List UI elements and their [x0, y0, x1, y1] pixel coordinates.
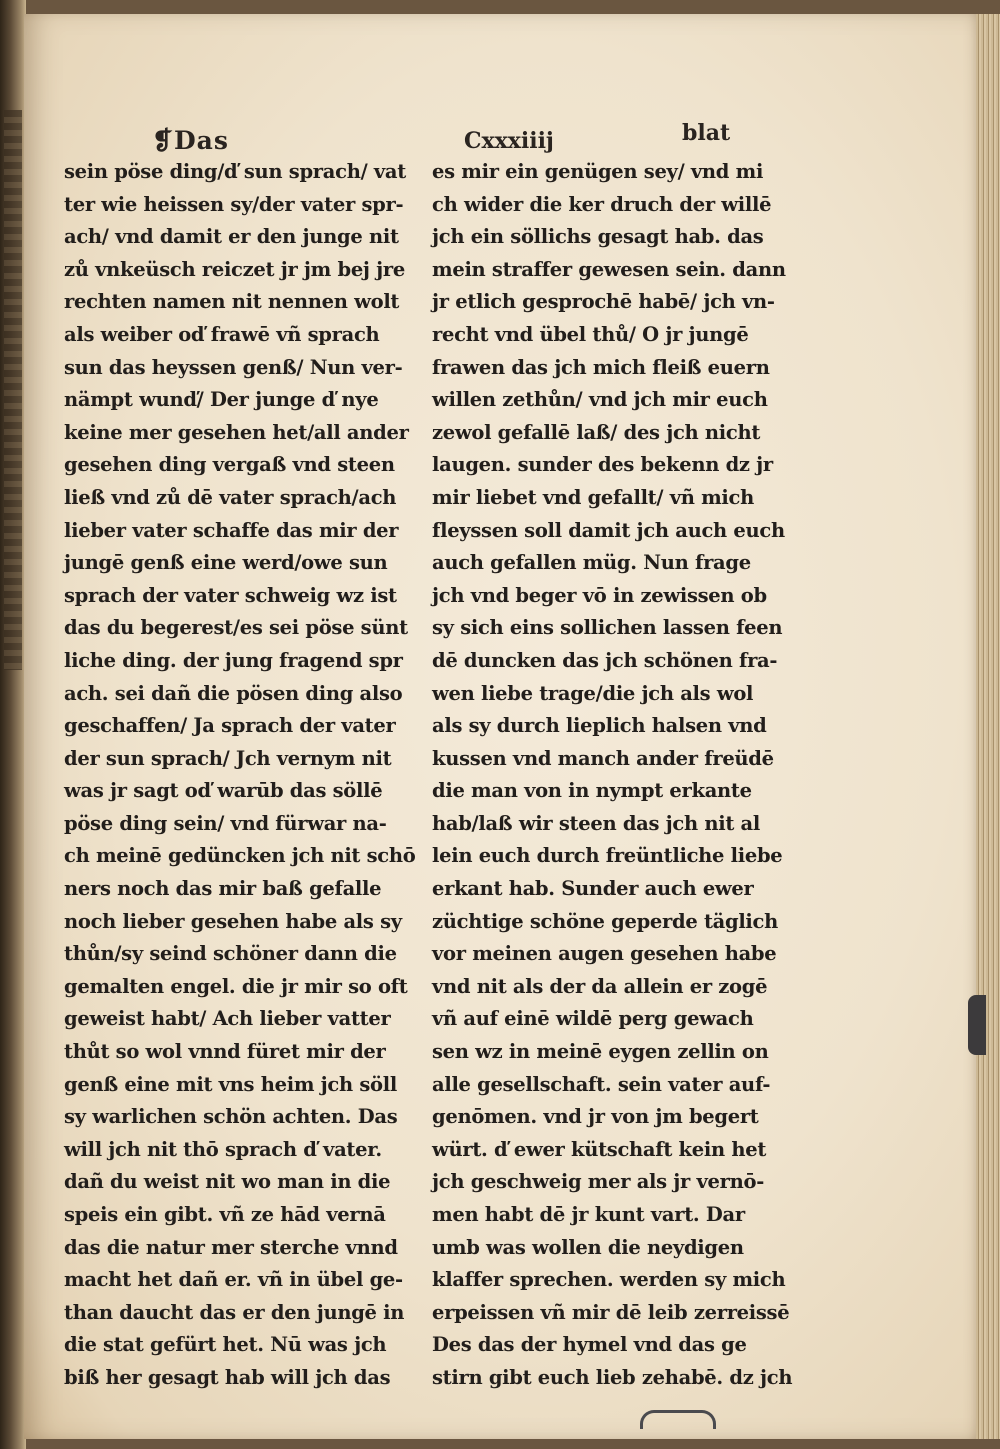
- page-clip: [640, 1410, 716, 1429]
- text-line: vñ auf einē wildē perg gewach: [432, 1007, 754, 1031]
- text-line: jch ein söllichs gesagt hab. das: [432, 225, 764, 249]
- text-column-right: [432, 156, 792, 1395]
- text-line: züchtige schöne geperde täglich: [432, 909, 778, 933]
- text-line: hab/laß wir steen das jch nit al: [432, 811, 760, 835]
- text-line: klaffer sprechen. werden sy mich: [432, 1268, 786, 1292]
- text-line: ach/ vnd damit er den junge nit: [64, 225, 399, 249]
- text-line: ließ vnd zů dē vater sprach/ach: [64, 485, 397, 509]
- text-line: genß eine mit vns heim jch söll: [64, 1072, 397, 1096]
- text-line: als weiber oď frawē vñ sprach: [64, 322, 380, 346]
- folio-number: Cxxxiiij: [464, 128, 554, 154]
- text-column-left: [64, 156, 424, 1395]
- text-line: auch gefallen müg. Nun frage: [432, 551, 751, 575]
- text-line: sein pöse ding/ď sun sprach/ vat: [64, 160, 406, 183]
- text-line: keine mer gesehen het/all ander: [64, 420, 409, 444]
- text-line: was jr sagt oď warūb das söllē: [64, 779, 383, 803]
- text-line: frawen das jch mich fleiß euern: [432, 355, 770, 379]
- text-line: Des das der hymel vnd das ge: [432, 1333, 747, 1357]
- text-line: würt. ď ewer kütschaft kein het: [432, 1137, 767, 1161]
- text-line: erpeissen vñ mir dē leib zerreissē: [432, 1300, 790, 1324]
- text-line: thůt so wol vnnd füret mir der: [64, 1040, 386, 1064]
- folio-label: blat: [682, 120, 731, 146]
- text-line: will jch nit thō sprach ď vater.: [64, 1137, 382, 1161]
- text-line: biß her gesagt hab will jch das: [64, 1365, 391, 1389]
- text-line: than daucht das er den jungē in: [64, 1300, 405, 1324]
- text-line: men habt dē jr kunt vart. Dar: [432, 1203, 745, 1226]
- text-line: gesehen ding vergaß vnd steen: [64, 453, 395, 477]
- text-line: ter wie heissen sy/der vater spr-: [64, 192, 404, 216]
- text-line: dañ du weist nit wo man in die: [64, 1170, 391, 1194]
- text-line: das die natur mer sterche vnnd: [64, 1235, 398, 1259]
- text-line: jungē genß eine werd/owe sun: [64, 551, 388, 575]
- page-stack-edge: [976, 14, 1000, 1439]
- text-line: geschaffen/ Ja sprach der vater: [64, 714, 396, 738]
- text-line: speis ein gibt. vñ ze hād vernā: [64, 1203, 386, 1226]
- text-line: noch lieber gesehen habe als sy: [64, 909, 402, 933]
- text-line: genōmen. vnd jr von jm begert: [432, 1105, 759, 1129]
- text-line: pöse ding sein/ vnd fürwar na-: [64, 811, 387, 835]
- text-line: als sy durch lieplich halsen vnd: [432, 714, 767, 738]
- text-line: jr etlich gesprochē habē/ jch vn-: [432, 290, 775, 314]
- text-line: erkant hab. Sunder auch ewer: [432, 877, 754, 901]
- text-line: nämpt wunď/ Der junge ď nye: [64, 388, 379, 412]
- text-line: die man von in nympt erkante: [432, 779, 752, 803]
- text-line: laugen. sunder des bekenn dz jr: [432, 453, 773, 477]
- facing-page-fragment: [4, 110, 22, 670]
- text-line: stirn gibt euch lieb zehabē. dz jch: [432, 1365, 793, 1389]
- book-page: [24, 14, 976, 1439]
- text-line: vnd nit als der da allein er zogē: [432, 974, 768, 998]
- text-line: macht het dañ er. vñ in übel ge-: [64, 1268, 403, 1292]
- text-line: ch wider die ker druch der willē: [432, 192, 772, 216]
- text-line: alle gesellschaft. sein vater auf-: [432, 1072, 771, 1096]
- text-line: der sun sprach/ Jch vernym nit: [64, 746, 392, 770]
- text-line: das du begerest/es sei pöse sünt: [64, 616, 408, 640]
- text-line: ch meinē gedüncken jch nit schō: [64, 844, 416, 868]
- text-line: dē duncken das jch schönen fra-: [432, 648, 778, 672]
- text-line: sun das heyssen genß/ Nun ver-: [64, 355, 403, 379]
- text-line: jch geschweig mer als jr vernō-: [432, 1170, 765, 1194]
- text-line: thůn/sy seind schöner dann die: [64, 942, 397, 966]
- text-line: mein straffer gewesen sein. dann: [432, 257, 786, 281]
- text-line: lein euch durch freüntliche liebe: [432, 844, 783, 868]
- text-line: wen liebe trage/die jch als wol: [432, 681, 754, 705]
- text-line: gemalten engel. die jr mir so oft: [64, 974, 408, 998]
- text-line: umb was wollen die neydigen: [432, 1235, 744, 1259]
- text-line: die stat gefürt het. Nū was jch: [64, 1333, 387, 1357]
- text-line: kussen vnd manch ander freüdē: [432, 746, 774, 770]
- text-line: vor meinen augen gesehen habe: [432, 942, 777, 966]
- text-line: ach. sei dañ die pösen ding also: [64, 681, 403, 705]
- text-line: fleyssen soll damit jch auch euch: [432, 518, 785, 542]
- text-line: liche ding. der jung fragend spr: [64, 648, 403, 672]
- text-line: sy warlichen schön achten. Das: [64, 1105, 398, 1129]
- text-line: es mir ein genügen sey/ vnd mi: [432, 160, 764, 183]
- text-line: zů vnkeüsch reiczet jr jm bej jre: [64, 257, 406, 281]
- text-line: rechten namen nit nennen wolt: [64, 290, 400, 314]
- page-tab-marker: [968, 995, 986, 1055]
- running-head: ❡Das: [152, 126, 229, 155]
- text-line: ners noch das mir baß gefalle: [64, 877, 382, 901]
- text-line: sen wz in meinē eygen zellin on: [432, 1040, 769, 1064]
- text-line: zewol gefallē laß/ des jch nicht: [432, 420, 761, 444]
- text-line: jch vnd beger vō in zewissen ob: [432, 583, 767, 607]
- text-line: lieber vater schaffe das mir der: [64, 518, 399, 542]
- text-line: mir liebet vnd gefallt/ vñ mich: [432, 485, 754, 509]
- text-line: recht vnd übel thů/ O jr jungē: [432, 322, 749, 346]
- text-line: geweist habt/ Ach lieber vatter: [64, 1007, 391, 1031]
- text-line: sprach der vater schweig wz ist: [64, 583, 397, 607]
- text-line: sy sich eins sollichen lassen feen: [432, 616, 783, 640]
- text-line: willen zethůn/ vnd jch mir euch: [432, 388, 768, 412]
